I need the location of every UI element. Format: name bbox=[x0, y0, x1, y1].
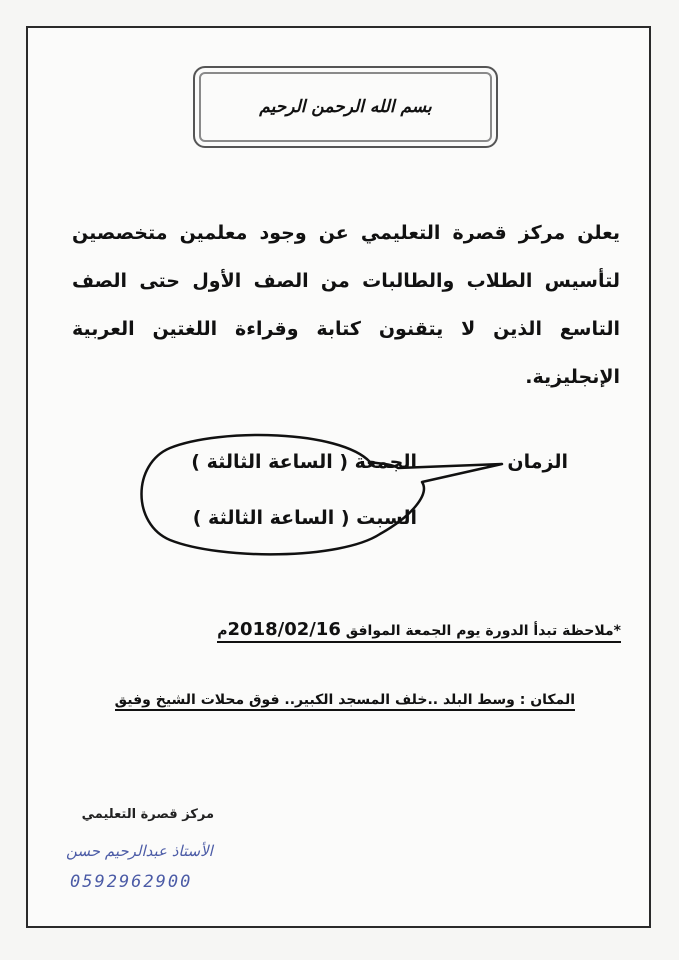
saturday-time: السبت ( الساعة الثالثة ) bbox=[192, 507, 417, 529]
note-suffix: م bbox=[217, 623, 228, 639]
center-signature: مركز قصرة التعليمي bbox=[81, 807, 214, 822]
start-date-note bbox=[217, 619, 621, 643]
location-line: المكان : وسط البلد ..خلف المسجد الكبير.. فوق محلات الشيخ وفيق bbox=[115, 692, 575, 711]
friday-time: الجمعة ( الساعة الثالثة ) bbox=[191, 451, 417, 473]
note-text: *ملاحظة تبدأ الدورة يوم الجمعة الموافق bbox=[345, 623, 621, 639]
teacher-handwritten-name: الأستاذ عبدالرحيم حسن bbox=[66, 842, 213, 860]
note-date: 2018/02/16 bbox=[227, 619, 341, 640]
phone-number-handwritten: 0592962900 bbox=[70, 872, 193, 892]
announcement-paragraph: يعلن مركز قصرة التعليمي عن وجود معلمين متخصصين لتأسيس الطلاب والطالبات من الصف الأول حتى الصف التاسع الذين لا يتقنون كتابة وقراءة اللغتين العربية الإنجليزية. bbox=[72, 222, 620, 388]
basmala-heading: بسم الله الرحمن الرحيم bbox=[259, 97, 432, 117]
speech-bubble-shape bbox=[130, 424, 510, 564]
basmala-frame bbox=[193, 66, 498, 148]
timing-label: الزمان bbox=[507, 451, 568, 473]
